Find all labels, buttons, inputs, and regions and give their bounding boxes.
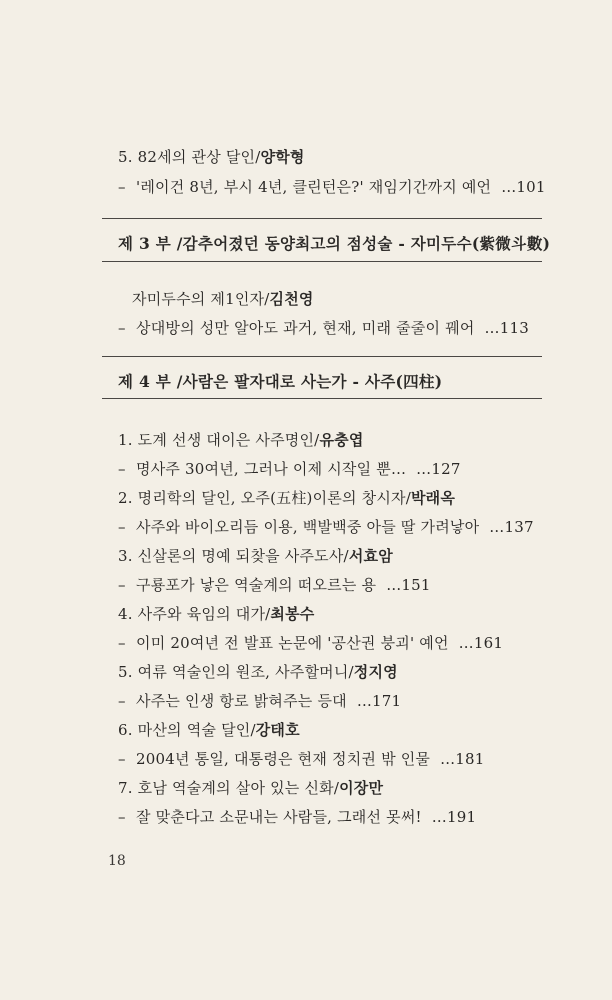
divider-top-part3	[102, 218, 542, 219]
entry-desc: '레이건 8년, 부시 4년, 클린턴은?' 재임기간까지 예언	[136, 178, 492, 196]
entry-page: …171	[356, 692, 402, 710]
entry-page: …151	[386, 576, 431, 594]
toc-entry-title	[118, 545, 393, 566]
toc-entry-desc	[118, 317, 529, 338]
dash: –	[118, 319, 126, 337]
toc-entry-desc	[118, 632, 503, 653]
entry-page: …191	[431, 808, 477, 826]
entry-title: 7. 호남 역술계의 살아 있는 신화/	[118, 779, 340, 797]
toc-entry-title	[118, 777, 383, 798]
entry-desc: 구룡포가 낳은 역술계의 떠오르는 용	[136, 576, 377, 594]
toc-entry-desc	[118, 458, 461, 479]
entry-author: 정지영	[353, 663, 398, 681]
entry-page: …137	[489, 518, 534, 536]
entry-title: 5. 여류 역술인의 원조, 사주할머니/	[118, 663, 354, 681]
entry-author: 강태호	[255, 721, 300, 739]
part4-heading: 제 4 부 /사람은 팔자대로 사는가 - 사주(四柱)	[118, 372, 443, 391]
entry-author: 유충엽	[319, 431, 364, 449]
entry-desc: 사주는 인생 항로 밝혀주는 등대	[136, 692, 347, 710]
divider-bottom-part3	[102, 261, 542, 262]
entry-author: 최봉수	[270, 605, 315, 623]
toc-entry-title	[118, 429, 364, 450]
entry-page: …113	[484, 319, 529, 337]
toc-entry-title	[118, 661, 398, 682]
part3-heading: 제 3 부 /감추어졌던 동양최고의 점성술 - 자미두수(紫微斗數)	[118, 234, 551, 253]
toc-entry-desc	[118, 806, 476, 827]
entry-title: 4. 사주와 육임의 대가/	[118, 605, 271, 623]
toc-entry-desc	[118, 176, 546, 197]
entry-page: …161	[458, 634, 504, 652]
toc-entry-desc	[118, 748, 485, 769]
dash: –	[118, 576, 126, 594]
entry-desc: 2004년 통일, 대통령은 현재 정치권 밖 인물	[136, 750, 431, 768]
dash: –	[118, 518, 126, 536]
toc-entry-title	[118, 487, 455, 508]
entry-author: 이장만	[339, 779, 384, 797]
dash: –	[118, 634, 126, 652]
dash: –	[118, 808, 126, 826]
toc-entry-desc	[118, 574, 431, 595]
divider-bottom-part4	[102, 398, 542, 399]
entry-title: 5. 82세의 관상 달인/	[118, 148, 261, 166]
entry-author: 서효암	[348, 547, 393, 565]
toc-entry-title	[118, 146, 305, 167]
entry-page: …127	[416, 460, 461, 478]
entry-title: 1. 도계 선생 대이은 사주명인/	[118, 431, 320, 449]
toc-entry-desc	[118, 516, 534, 537]
entry-desc: 명사주 30여년, 그러나 이제 시작일 뿐…	[136, 460, 407, 478]
toc-entry-title	[132, 288, 314, 309]
toc-entry-title	[118, 603, 314, 624]
dash: –	[118, 460, 126, 478]
toc-entry-title	[118, 719, 300, 740]
dash: –	[118, 692, 126, 710]
entry-author: 김천영	[269, 290, 314, 308]
entry-title: 3. 신살론의 명예 되찾을 사주도사/	[118, 547, 349, 565]
entry-author: 양학형	[260, 148, 305, 166]
entry-title: 2. 명리학의 달인, 오주(五柱)이론의 창시자/	[118, 489, 411, 507]
page-number: 18	[108, 853, 126, 869]
entry-desc: 이미 20여년 전 발표 논문에 '공산권 붕괴' 예언	[136, 634, 449, 652]
entry-page: …181	[440, 750, 485, 768]
entry-desc: 잘 맞춘다고 소문내는 사람들, 그래선 못써!	[136, 808, 422, 826]
entry-desc: 상대방의 성만 알아도 과거, 현재, 미래 줄줄이 꿰어	[136, 319, 475, 337]
dash: –	[118, 750, 126, 768]
divider-top-part4	[102, 356, 542, 357]
entry-page: …101	[501, 178, 546, 196]
entry-title: 6. 마산의 역술 달인/	[118, 721, 256, 739]
entry-author: 박래옥	[410, 489, 456, 507]
dash: –	[118, 178, 126, 196]
entry-desc: 사주와 바이오리듬 이용, 백발백중 아들 딸 가려낳아	[136, 518, 480, 536]
toc-entry-desc	[118, 690, 401, 711]
entry-title: 자미두수의 제1인자/	[132, 290, 270, 308]
